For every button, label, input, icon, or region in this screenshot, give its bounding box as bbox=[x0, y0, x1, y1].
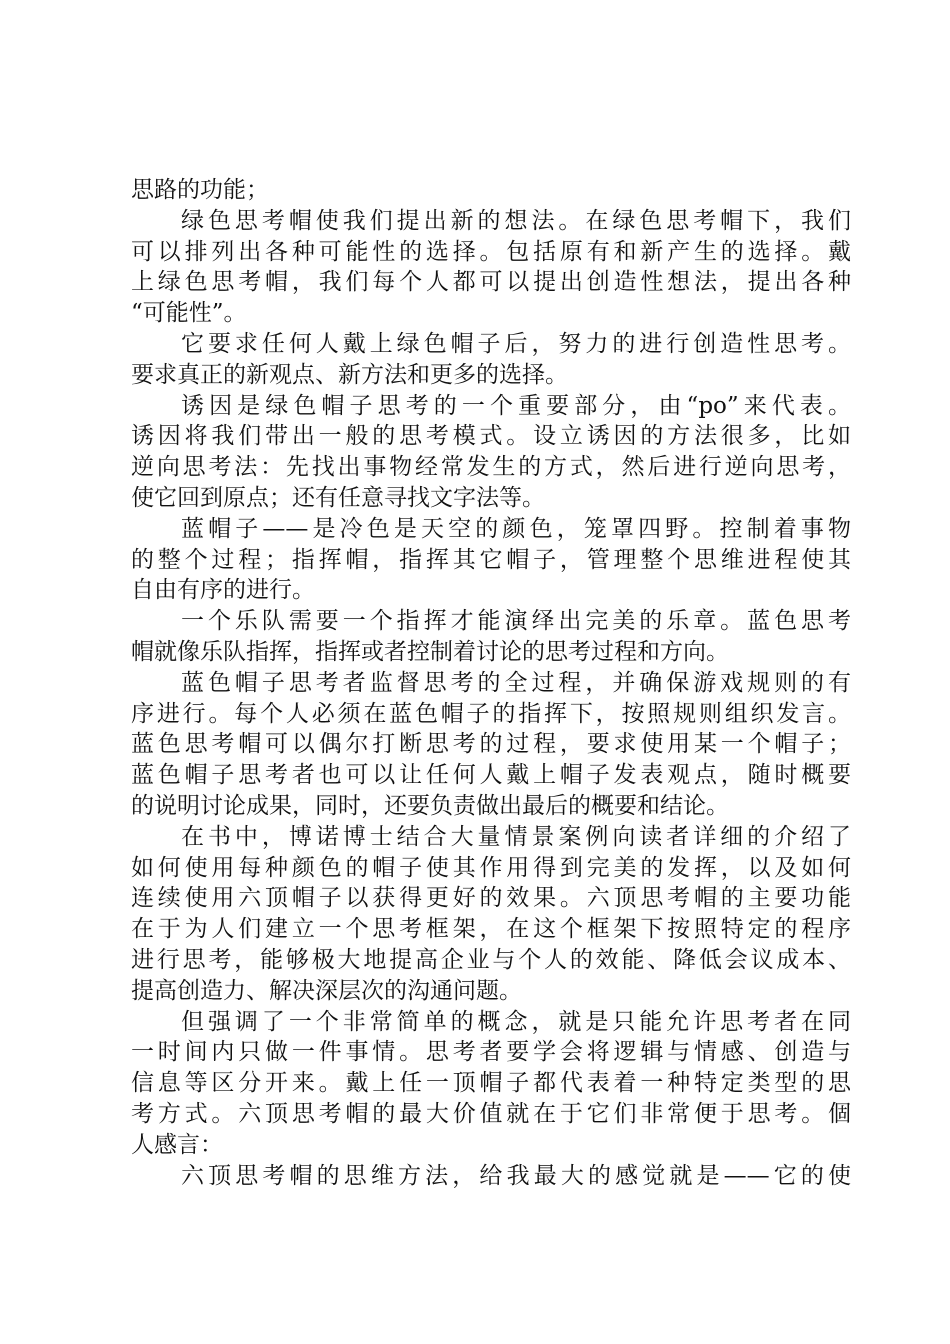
body-text bbox=[131, 175, 851, 1191]
text-line: 一个乐队需要一个指挥才能演绎出完美的乐章。蓝色思考 bbox=[181, 608, 851, 635]
text-line: 信息等区分开来。戴上任一顶帽子都代表着一种特定类型的思 bbox=[131, 1070, 851, 1097]
text-line: 可以排列出各种可能性的选择。包括原有和新产生的选择。戴 bbox=[131, 238, 851, 265]
text-line: “可能性”。 bbox=[131, 300, 247, 327]
text-line: 提高创造力、解决深层次的沟通问题。 bbox=[131, 977, 522, 1004]
text-line: 在书中，博诺博士结合大量情景案例向读者详细的介绍了 bbox=[181, 823, 851, 850]
text-line: 自由有序的进行。 bbox=[131, 577, 315, 604]
text-line: 序进行。每个人必须在蓝色帽子的指挥下，按照规则组织发言。 bbox=[131, 700, 851, 727]
text-line: 绿色思考帽使我们提出新的想法。在绿色思考帽下，我们 bbox=[181, 207, 851, 234]
text-line: 连续使用六顶帽子以获得更好的效果。六顶思考帽的主要功能 bbox=[131, 885, 851, 912]
text-line: 思路的功能； bbox=[131, 177, 269, 203]
text-line: 蓝色帽子思考者监督思考的全过程，并确保游戏规则的有 bbox=[181, 669, 851, 696]
text-line: 使它回到原点；还有任意寻找文字法等。 bbox=[131, 484, 545, 511]
text-line: 逆向思考法：先找出事物经常发生的方式，然后进行逆向思考， bbox=[131, 454, 851, 481]
text-line: 在于为人们建立一个思考框架，在这个框架下按照特定的程序 bbox=[131, 916, 851, 943]
text-line: 帽就像乐队指挥，指挥或者控制着讨论的思考过程和方向。 bbox=[131, 638, 729, 665]
text-line: 蓝色帽子思考者也可以让任何人戴上帽子发表观点，随时概要 bbox=[131, 762, 851, 789]
text-line: 诱因是绿色帽子思考的一个重要部分，由“po”来代表。 bbox=[181, 392, 851, 419]
text-line: 的整个过程；指挥帽，指挥其它帽子，管理整个思维进程使其 bbox=[131, 546, 851, 573]
text-line: 考方式。六顶思考帽的最大价值就在于它们非常便于思考。個 bbox=[131, 1100, 851, 1127]
text-line: 蓝帽子——是冷色是天空的颜色，笼罩四野。控制着事物 bbox=[181, 515, 851, 542]
text-line: 诱因将我们带出一般的思考模式。设立诱因的方法很多，比如 bbox=[131, 423, 851, 450]
text-line: 但强调了一个非常简单的概念，就是只能允许思考者在同 bbox=[181, 1008, 851, 1035]
text-line: 上绿色思考帽，我们每个人都可以提出创造性想法，提出各种 bbox=[131, 269, 851, 296]
text-line: 如何使用每种颜色的帽子使其作用得到完美的发挥，以及如何 bbox=[131, 854, 851, 881]
text-line: 它要求任何人戴上绿色帽子后，努力的进行创造性思考。 bbox=[181, 330, 851, 357]
text-line: 一时间内只做一件事情。思考者要学会将逻辑与情感、创造与 bbox=[131, 1039, 851, 1066]
text-line: 人感言： bbox=[131, 1131, 223, 1158]
text-line: 要求真正的新观点、新方法和更多的选择。 bbox=[131, 361, 568, 388]
text-line: 的说明讨论成果，同时，还要负责做出最后的概要和结论。 bbox=[131, 792, 729, 819]
text-line: 蓝色思考帽可以偶尔打断思考的过程，要求使用某一个帽子； bbox=[131, 731, 851, 758]
text-line: 进行思考，能够极大地提高企业与个人的效能、降低会议成本、 bbox=[131, 946, 851, 973]
text-line: 六顶思考帽的思维方法，给我最大的感觉就是——它的使 bbox=[181, 1162, 851, 1189]
